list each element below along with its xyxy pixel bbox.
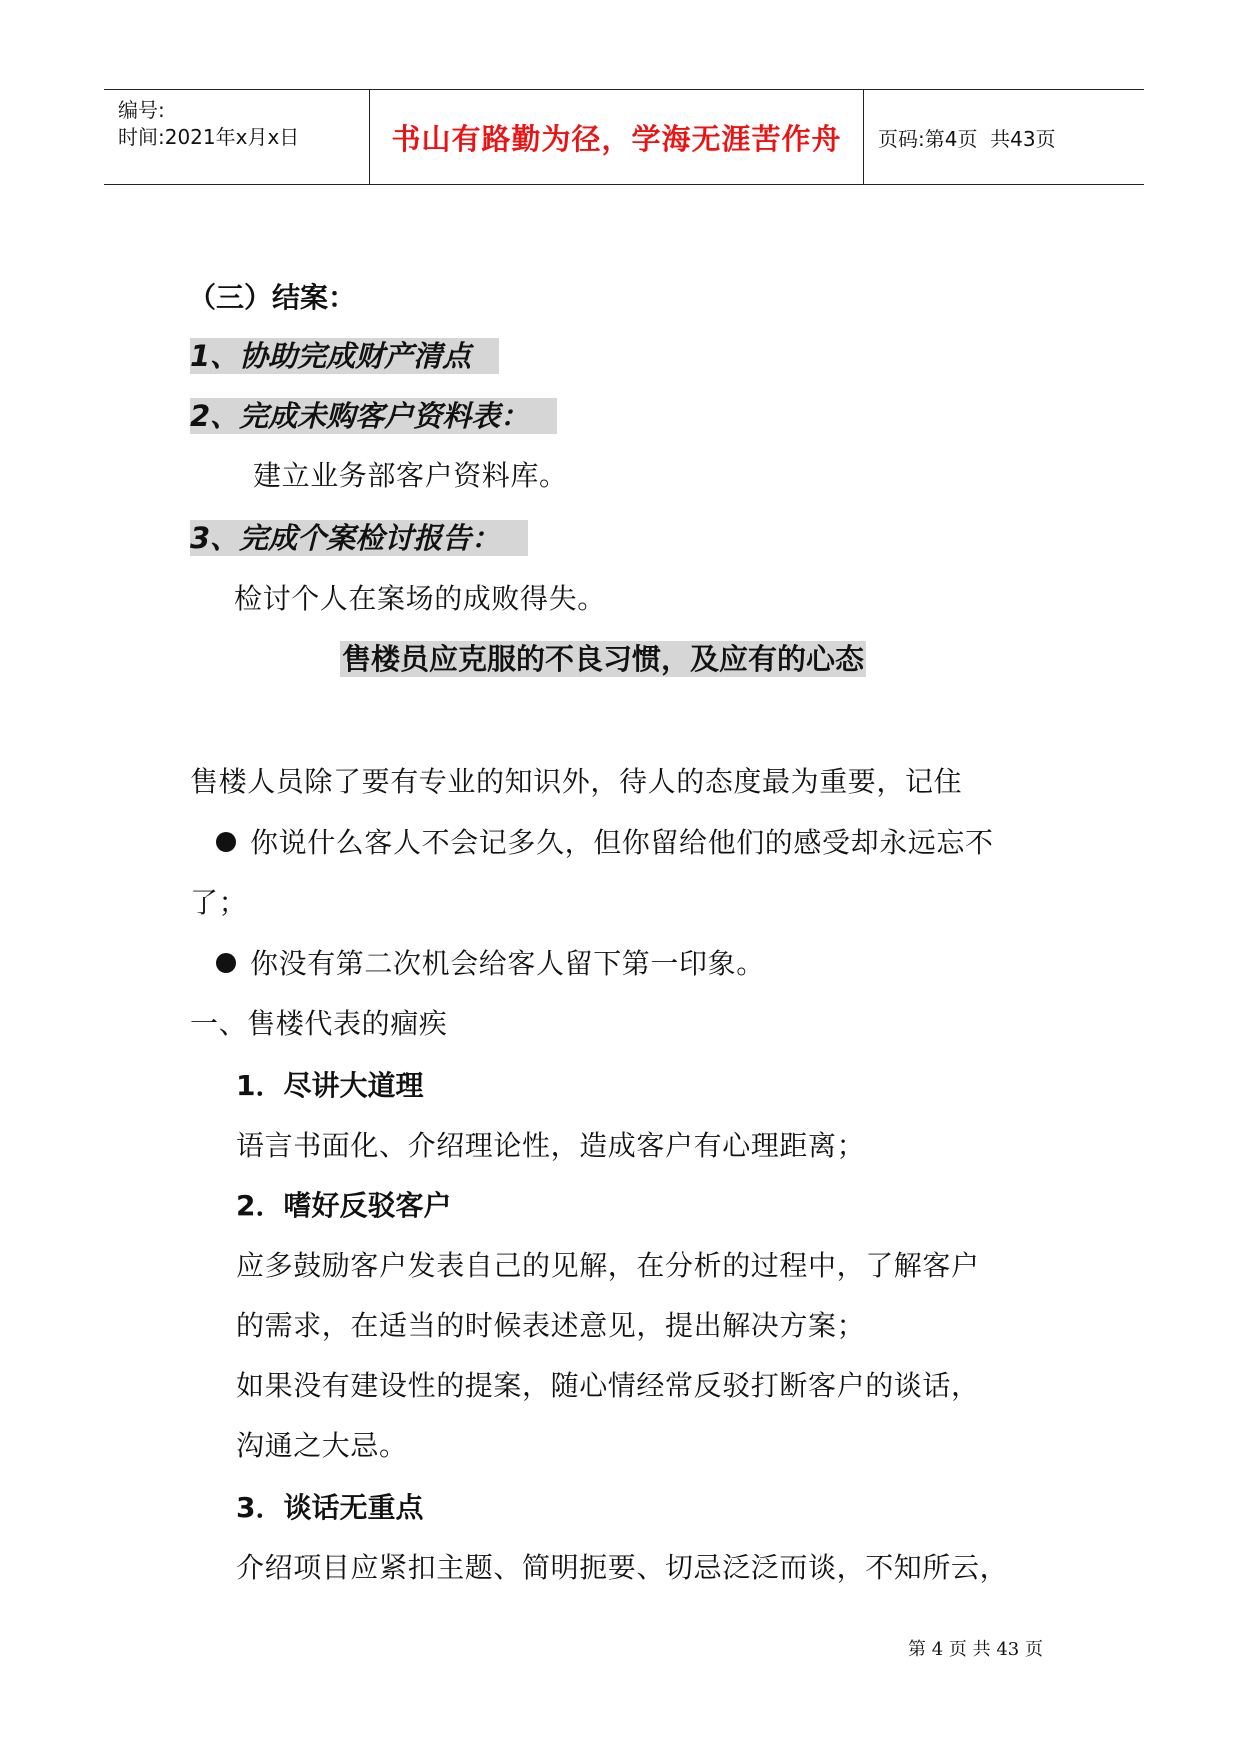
bullet-icon	[216, 953, 236, 973]
bullet-1	[216, 825, 994, 861]
sub-heading-1: 1．尽讲大道理	[236, 1069, 424, 1102]
bullet-2-text: 你没有第二次机会给客人留下第一印象。	[250, 947, 765, 980]
item-2-text: 建立业务部客户资料库。	[253, 459, 568, 492]
bullet-2	[216, 946, 765, 982]
bullet-1-text: 你说什么客人不会记多久，但你留给他们的感受却永远忘不	[250, 826, 994, 859]
item-1: 1、协助完成财产清点	[190, 338, 499, 374]
paragraph-2a: 应多鼓励客户发表自己的见解，在分析的过程中，了解客户	[236, 1249, 980, 1282]
page-footer: 第 4 页 共 43 页	[908, 1639, 1043, 1660]
header-info-cell	[104, 90, 370, 184]
header-table	[104, 89, 1144, 185]
section-title: （三）结案：	[188, 281, 357, 314]
intro-line: 售楼人员除了要有专业的知识外，待人的态度最为重要，记住	[190, 765, 963, 798]
paragraph-2c: 如果没有建设性的提案，随心情经常反驳打断客户的谈话，	[236, 1369, 980, 1402]
bullet-icon	[216, 832, 236, 852]
item-3-text: 检讨个人在案场的成败得失。	[234, 582, 606, 615]
time-label: 时间:2021年x月x日	[118, 125, 300, 149]
bullet-1-cont: 了；	[190, 886, 248, 919]
sub-heading-3: 3．谈话无重点	[236, 1491, 424, 1524]
chapter-title: 售楼员应克服的不良习惯，及应有的心态	[342, 642, 865, 676]
header-motto: 书山有路勤为径，学海无涯苦作舟	[370, 90, 864, 184]
item-2: 2、完成未购客户资料表：	[190, 398, 557, 434]
paragraph-1: 语言书面化、介绍理论性，造成客户有心理距离；	[236, 1129, 866, 1162]
header-page-label: 页码:第4页 共43页	[878, 126, 1056, 151]
sub-heading-2: 2．嗜好反驳客户	[236, 1189, 452, 1222]
part-title: 一、售楼代表的痼疾	[190, 1007, 448, 1040]
paragraph-2b: 的需求，在适当的时候表述意见，提出解决方案；	[236, 1309, 866, 1342]
number-label: 编号:	[118, 98, 165, 122]
item-3: 3、完成个案检讨报告：	[190, 520, 528, 556]
paragraph-2d: 沟通之大忌。	[236, 1429, 408, 1462]
paragraph-3a: 介绍项目应紧扣主题、简明扼要、切忌泛泛而谈，不知所云，	[236, 1551, 1009, 1584]
